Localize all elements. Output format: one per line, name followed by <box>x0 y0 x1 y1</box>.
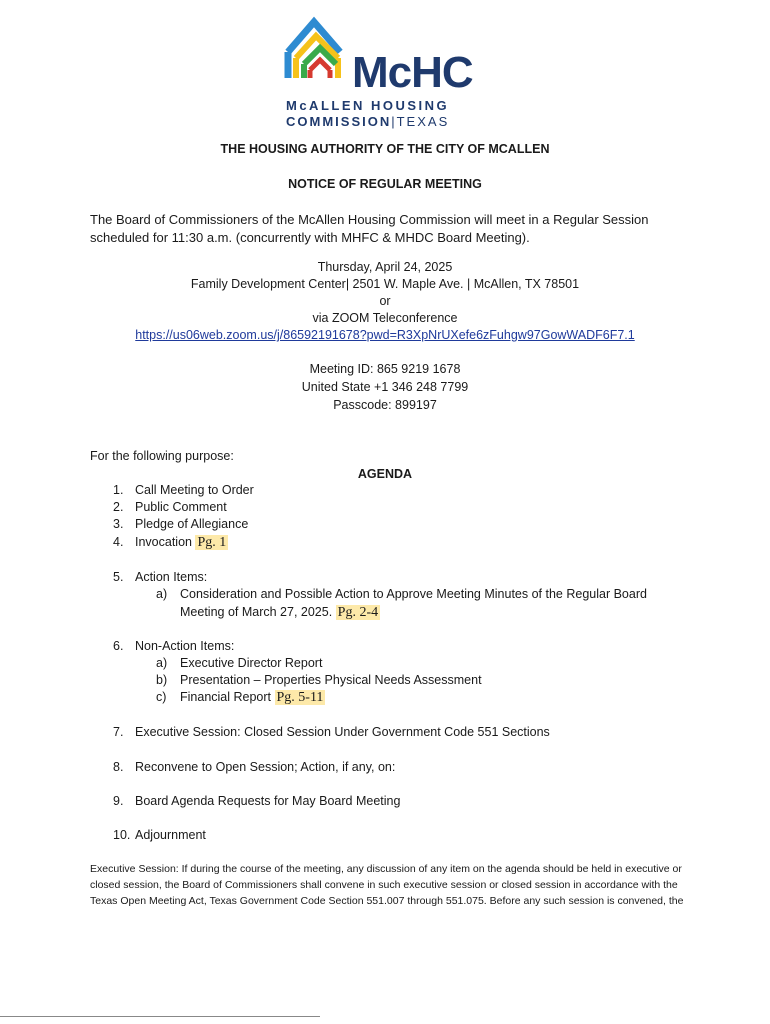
agenda-num-10: 10. <box>113 828 131 842</box>
agenda-num-5: 5. <box>113 570 124 584</box>
agenda-item-3: Pledge of Allegiance <box>135 517 249 531</box>
meeting-date: Thursday, April 24, 2025 <box>317 260 453 274</box>
footnote-line-2: closed session, the Board of Commissioners shall convene in such executive session or closed session in accordance with the <box>90 879 678 891</box>
zoom-link[interactable]: https://us06web.zoom.us/j/86592191678?pwd=R3XpNrUXefe6zFuhgw97GowWADF6F7.1 <box>135 328 635 342</box>
agenda-item-2: Public Comment <box>135 500 227 514</box>
agenda-6a-text: Executive Director Report <box>180 656 323 670</box>
page-ref-financial: Pg. 5-11 <box>276 690 324 705</box>
authority-title: THE HOUSING AUTHORITY OF THE CITY OF MCALLEN <box>220 142 550 156</box>
agenda-num-1: 1. <box>113 483 124 497</box>
meeting-id: Meeting ID: 865 9219 1678 <box>309 362 461 376</box>
agenda-item-1: Call Meeting to Order <box>135 483 254 497</box>
agenda-item-7: Executive Session: Closed Session Under Government Code 551 Sections <box>135 725 550 739</box>
agenda-title: AGENDA <box>357 467 413 481</box>
agenda-5a-line2 <box>180 605 380 621</box>
houses-logo-icon <box>282 16 354 86</box>
agenda-6c-text <box>180 690 325 706</box>
footnote-line-1: Executive Session: If during the course of the meeting, any discussion of any item on the agenda should be held in executive or <box>90 863 682 875</box>
agenda-6b-text: Presentation – Properties Physical Needs Assessment <box>180 673 482 687</box>
agenda-6b-letter: b) <box>156 673 168 687</box>
agenda-num-9: 9. <box>113 794 124 808</box>
agenda-item-4-label: Invocation <box>135 535 192 549</box>
purpose-text: For the following purpose: <box>90 449 234 463</box>
agenda-item-10: Adjournment <box>135 828 206 842</box>
intro-line-2: scheduled for 11:30 a.m. (concurrently with MHFC & MHDC Board Meeting). <box>90 230 530 245</box>
logo-wordmark: McHC <box>352 48 473 97</box>
agenda-6c-label: Financial Report <box>180 690 272 704</box>
agenda-item-9: Board Agenda Requests for May Board Meeting <box>135 794 401 808</box>
agenda-num-3: 3. <box>113 517 124 531</box>
page-ref-minutes: Pg. 2-4 <box>337 605 379 620</box>
meeting-passcode: Passcode: 899197 <box>333 398 437 412</box>
logo-name-line: McALLEN HOUSING <box>286 98 450 113</box>
footnote-line-3: Texas Open Meeting Act, Texas Government Code Section 551.007 through 551.075. Before any such session is convened, the <box>90 895 684 907</box>
meeting-phone: United State +1 346 248 7799 <box>301 380 469 394</box>
agenda-num-7: 7. <box>113 725 124 739</box>
agenda-5a-line2-text: Meeting of March 27, 2025. <box>180 605 333 619</box>
page-ref-invocation: Pg. 1 <box>197 535 227 550</box>
logo-texas: |TEXAS <box>391 114 450 129</box>
meeting-or: or <box>379 294 391 308</box>
executive-session-note <box>90 861 690 909</box>
agenda-num-2: 2. <box>113 500 124 514</box>
meeting-via: via ZOOM Teleconference <box>312 311 458 325</box>
logo-subtitle-line <box>286 114 449 129</box>
agenda-5a-line1: Consideration and Possible Action to Approve Meeting Minutes of the Regular Board <box>180 587 647 601</box>
bottom-divider <box>0 1016 320 1017</box>
agenda-6a-letter: a) <box>156 656 168 670</box>
agenda-item-8: Reconvene to Open Session; Action, if any, on: <box>135 760 396 774</box>
intro-line-1: The Board of Commissioners of the McAllen Housing Commission will meet in a Regular Session <box>90 212 649 227</box>
notice-title: NOTICE OF REGULAR MEETING <box>288 177 482 191</box>
logo-commission: COMMISSION <box>286 114 392 129</box>
agenda-5a-letter: a) <box>156 587 168 601</box>
agenda-num-4: 4. <box>113 535 124 549</box>
agenda-item-6: Non-Action Items: <box>135 639 235 653</box>
mchc-logo <box>282 16 482 129</box>
agenda-num-6: 6. <box>113 639 124 653</box>
agenda-item-4 <box>135 535 228 551</box>
agenda-6c-letter: c) <box>156 690 167 704</box>
agenda-num-8: 8. <box>113 760 124 774</box>
agenda-item-5: Action Items: <box>135 570 208 584</box>
meeting-location: Family Development Center| 2501 W. Maple Ave. | McAllen, TX 78501 <box>190 277 580 291</box>
